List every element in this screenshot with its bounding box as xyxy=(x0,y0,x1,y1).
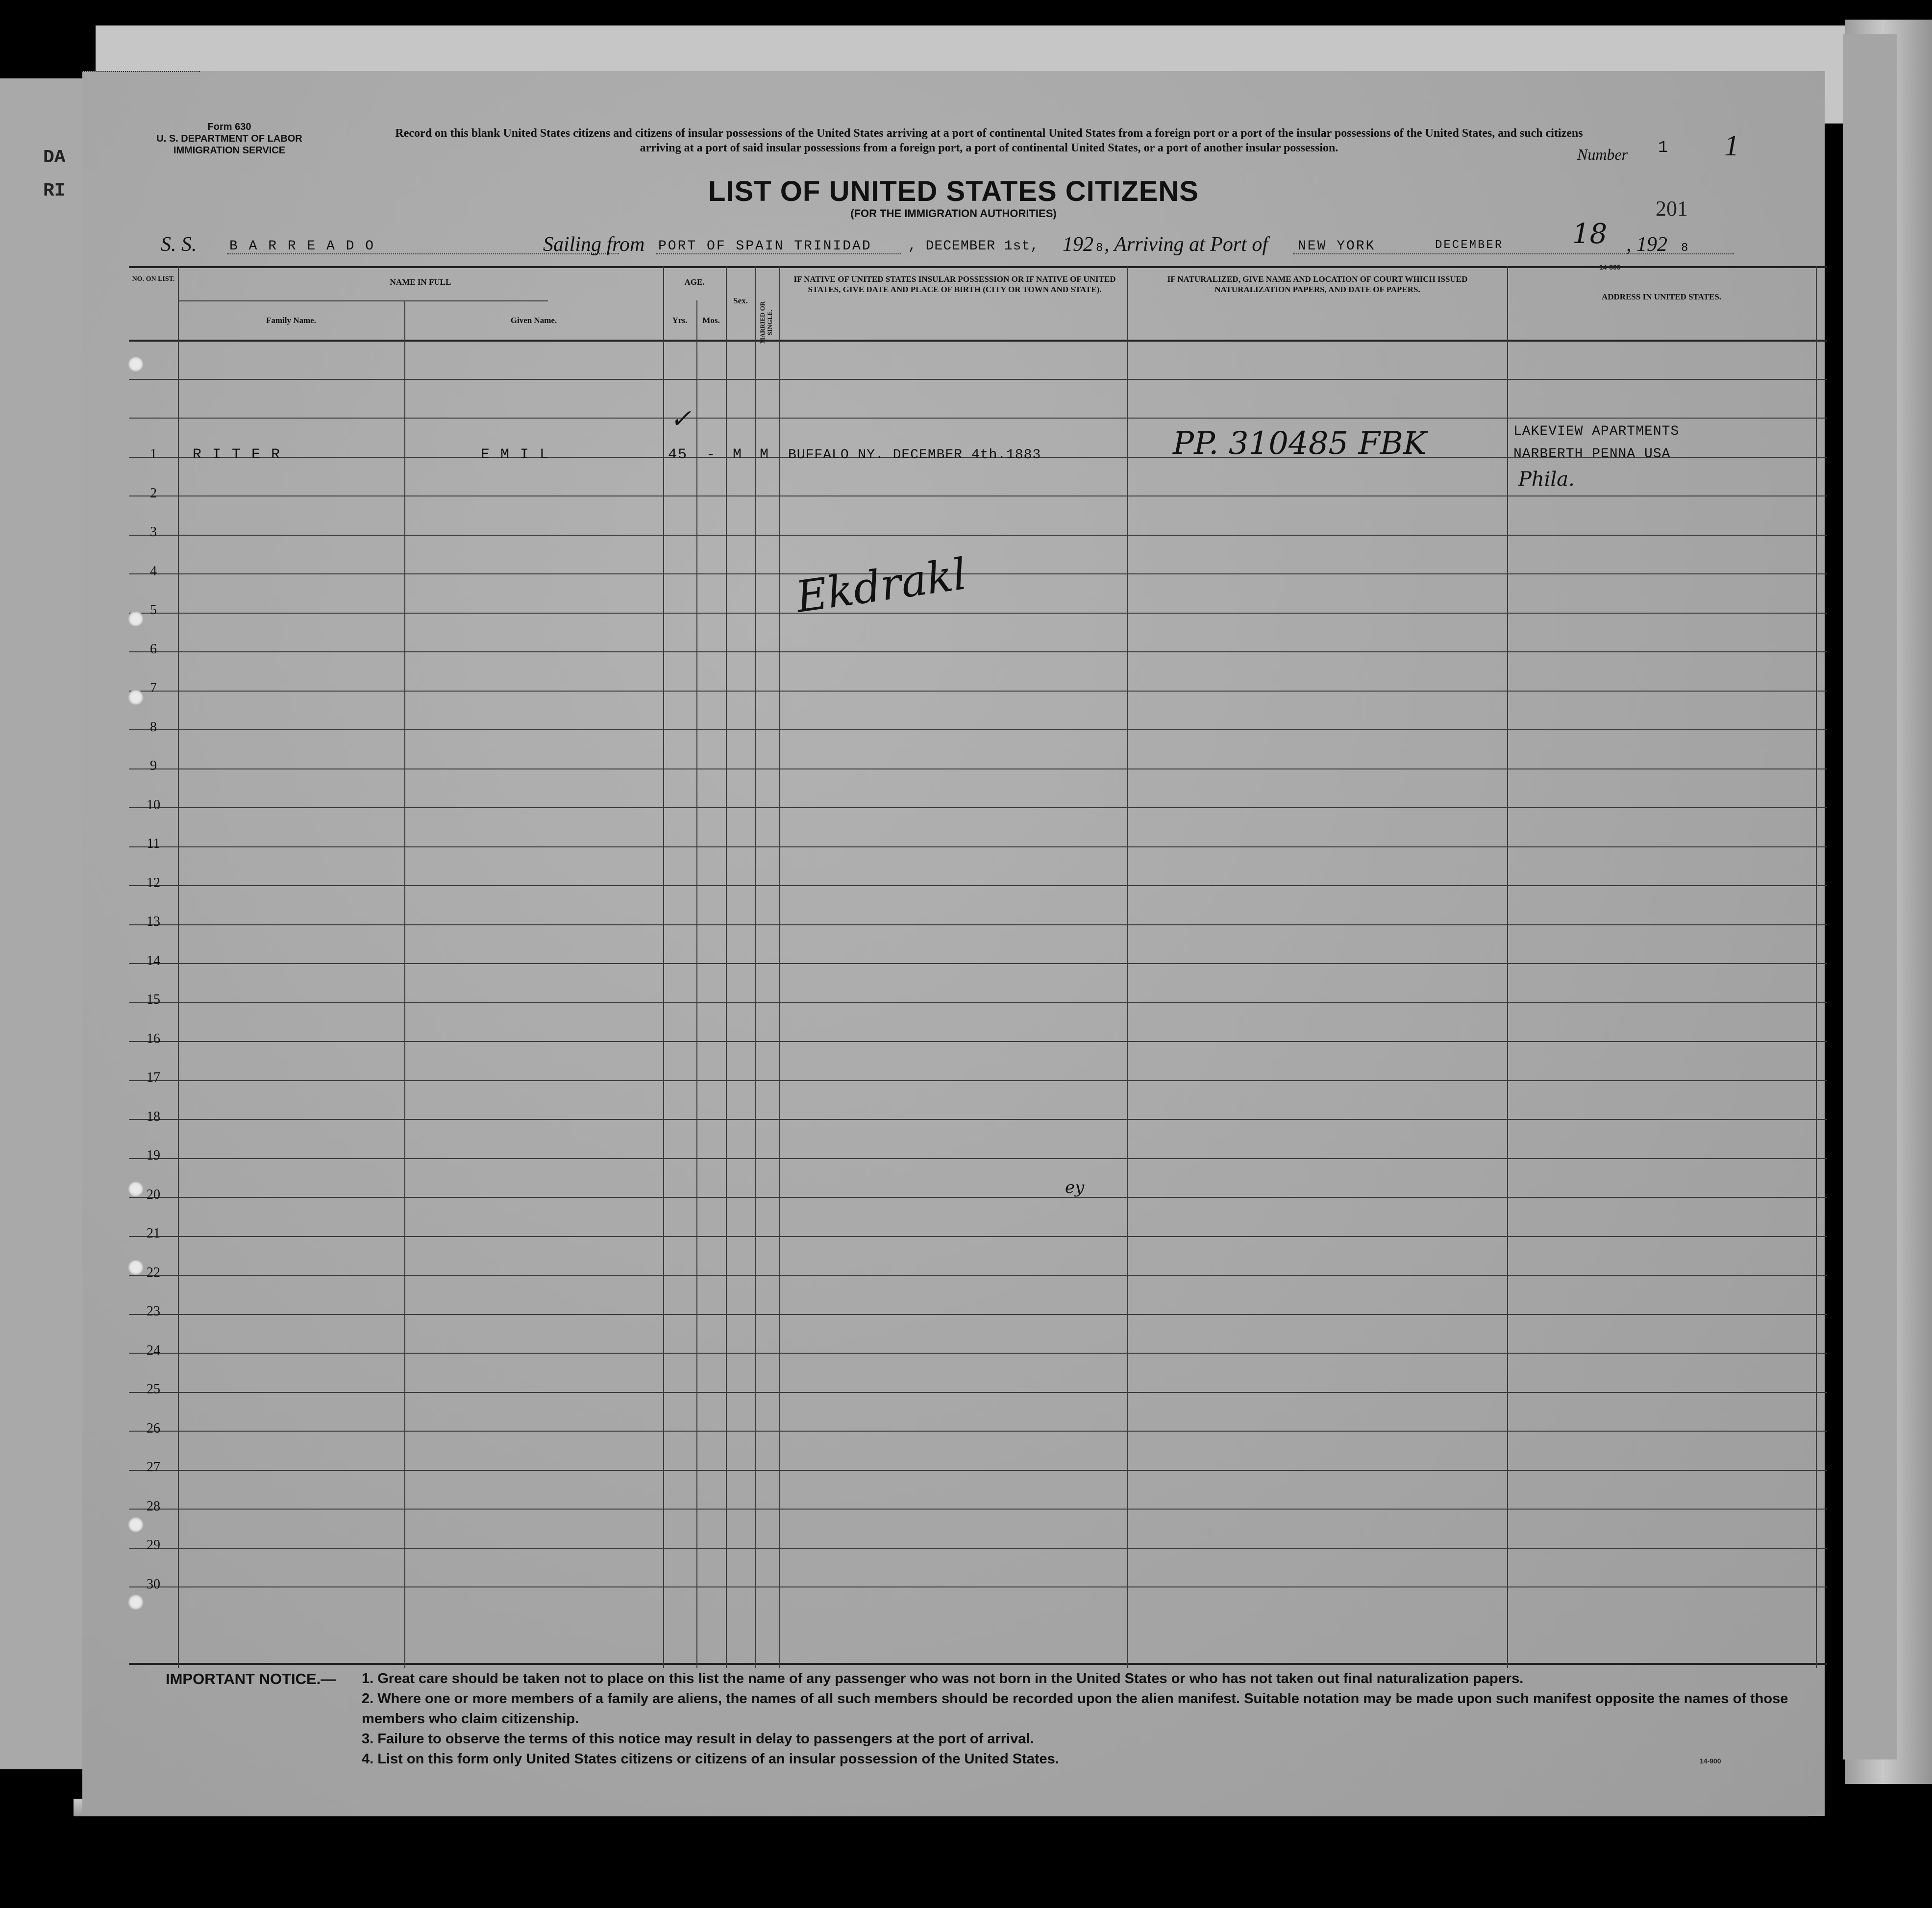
row-number: 27 xyxy=(147,1460,160,1475)
row-number: 22 xyxy=(147,1264,160,1280)
notice-item-3: 3. Failure to observe the terms of this notice may result in delay to passengers at the port of arrival. xyxy=(362,1731,1034,1747)
arrival-year-label: , 192 xyxy=(1626,233,1667,256)
row-number: 7 xyxy=(150,680,157,695)
entry-1-age-years: 45 xyxy=(668,446,688,463)
arrival-month: DECEMBER xyxy=(1435,239,1504,252)
row-rule xyxy=(129,924,1827,925)
row-rule xyxy=(129,651,1827,652)
notice-item-1: 1. Great care should be taken not to place on this list the name of any passenger who was not born in the United States or who has not taken out final naturalization papers. xyxy=(362,1671,1524,1686)
row-number: 17 xyxy=(147,1070,160,1085)
header-age-years: Yrs. xyxy=(672,316,688,325)
arriving-label: , Arriving at Port of xyxy=(1104,233,1268,256)
arrival-year-digit: 8 xyxy=(1681,242,1690,255)
row-rule xyxy=(129,729,1827,730)
row-rule xyxy=(129,1158,1827,1159)
arrival-line xyxy=(1293,253,1734,254)
row-number: 14 xyxy=(147,953,160,968)
ss-label: S. S. xyxy=(161,233,197,256)
header-given-name: Given Name. xyxy=(510,316,557,325)
header-naturalization: IF NATURALIZED, GIVE NAME AND LOCATION OF COURT WHICH ISSUED NATURALIZATION PAPERS, AND DATE OF PAPERS. xyxy=(1167,274,1468,294)
departure-date: , DECEMBER 1st, xyxy=(908,239,1040,254)
row-number: 12 xyxy=(147,875,160,891)
citizen-list-table xyxy=(129,263,1827,1668)
sailing-from-label: Sailing from xyxy=(543,233,645,256)
row-rule xyxy=(129,885,1827,886)
entry-1-birth: BUFFALO NY. DECEMBER 4th.1883 xyxy=(788,447,1041,463)
row-rule xyxy=(129,963,1827,964)
row-number: 3 xyxy=(150,524,157,540)
row-rule xyxy=(129,1236,1827,1237)
form-identifier: Form 630 U. S. DEPARTMENT OF LABOR IMMIGRATION SERVICE xyxy=(156,122,302,156)
row-rule xyxy=(129,691,1827,692)
row-rule xyxy=(129,1586,1827,1587)
header-address: ADDRESS IN UNITED STATES. xyxy=(1601,292,1722,301)
binder-hole xyxy=(128,1260,144,1275)
row-rule xyxy=(129,1275,1827,1276)
row-number: 15 xyxy=(147,992,160,1007)
row-rule xyxy=(129,1314,1827,1315)
row-rule xyxy=(129,1431,1827,1432)
row-number: 4 xyxy=(150,563,157,579)
row-rule xyxy=(129,573,1827,574)
entry-1-family-name: R I T E R xyxy=(193,446,281,463)
page-title: LIST OF UNITED STATES CITIZENS xyxy=(708,175,1199,207)
entry-1-address-line-2: NARBERTH PENNA USA xyxy=(1513,446,1671,462)
row-rule xyxy=(129,613,1827,614)
header-sex: Sex. xyxy=(733,296,748,305)
stray-mark: ey xyxy=(1065,1178,1085,1197)
row-rule xyxy=(129,418,1827,419)
sailing-from-port: PORT OF SPAIN TRINIDAD xyxy=(658,239,872,254)
binder-hole xyxy=(128,690,144,705)
ship-name: B A R R E A D O xyxy=(229,239,375,254)
row-rule xyxy=(129,535,1827,536)
departure-year-label: 192 xyxy=(1063,233,1093,256)
binder-hole xyxy=(128,1181,144,1197)
row-rule xyxy=(129,379,1827,380)
manifest-page xyxy=(82,71,1825,1816)
header-age: AGE. xyxy=(684,277,705,287)
row-rule xyxy=(129,1197,1827,1198)
sailing-from-line xyxy=(656,253,901,254)
row-number: 29 xyxy=(147,1537,160,1553)
entry-1-marital: M xyxy=(760,446,770,463)
entry-1-given-name: E M I L xyxy=(481,446,550,463)
row-number: 20 xyxy=(147,1187,160,1202)
row-rule xyxy=(129,1002,1827,1003)
header-print-code: 14-800 xyxy=(1599,263,1621,271)
header-native-birth: IF NATIVE OF UNITED STATES INSULAR POSSESSION OR IF NATIVE OF UNITED STATES, GIVE DATE AND PLACE OF BIRTH (CITY OR TOWN AND STATE). xyxy=(793,274,1116,294)
header-no-on-list: NO. ON LIST. xyxy=(132,275,175,283)
row-number: 8 xyxy=(150,719,157,735)
binder-hole xyxy=(128,1517,144,1533)
row-number: 25 xyxy=(147,1382,160,1397)
row-number: 26 xyxy=(147,1420,160,1436)
header-age-months: Mos. xyxy=(702,316,720,325)
notice-item-4: 4. List on this form only United States citizens or citizens of an insular possession of the United States. xyxy=(362,1751,1059,1767)
departure-year-digit: 8 xyxy=(1096,242,1105,255)
print-code: 14-900 xyxy=(1700,1757,1721,1765)
row-rule xyxy=(129,1041,1827,1042)
row-number: 30 xyxy=(147,1576,160,1592)
row-number: 13 xyxy=(147,914,160,929)
header-family-name: Family Name. xyxy=(266,316,316,325)
notice-lead: IMPORTANT NOTICE.— xyxy=(166,1670,336,1687)
row-number: 16 xyxy=(147,1031,160,1046)
binder-hole xyxy=(128,1594,144,1610)
row-rule xyxy=(129,1509,1827,1510)
header-married-single: MARRIED OR SINGLE. xyxy=(759,301,773,344)
entry-1-naturalization-handwritten: PP. 310485 FBK xyxy=(1173,425,1427,462)
row-rule xyxy=(129,1080,1827,1081)
left-sheet-edge-text: DA RI xyxy=(43,147,66,201)
row-rule xyxy=(129,1353,1827,1354)
number-value: 1 xyxy=(1658,139,1668,157)
row-number: 24 xyxy=(147,1342,160,1358)
handwritten-signature: Ekdrakl xyxy=(793,548,970,622)
binder-hole xyxy=(128,611,144,627)
stamped-page-number: 201 xyxy=(1656,197,1688,221)
number-handwritten: 1 xyxy=(1724,129,1739,162)
row-number: 5 xyxy=(150,602,157,618)
check-mark: ✓ xyxy=(670,404,692,434)
entry-1-age-months: - xyxy=(706,446,717,463)
number-line xyxy=(82,71,200,72)
number-label: Number xyxy=(1577,146,1628,163)
row-number: 6 xyxy=(150,641,157,657)
notice-item-2: 2. Where one or more members of a family are aliens, the names of all such members should be recorded upon the alien manifest. Suitable notation may be made upon such manifest opposite the names of those members who claim citizenship. xyxy=(362,1691,1788,1727)
row-rule xyxy=(129,768,1827,769)
arrival-day-handwritten: 18 xyxy=(1572,218,1608,250)
row-number: 11 xyxy=(147,836,160,851)
row-number: 19 xyxy=(147,1148,160,1163)
binder-hole xyxy=(128,356,144,372)
row-number: 10 xyxy=(147,797,160,813)
row-number: 23 xyxy=(147,1304,160,1319)
header-name-in-full: NAME IN FULL xyxy=(390,277,451,287)
row-number: 28 xyxy=(147,1498,160,1514)
underlying-sheet-right xyxy=(1843,34,1897,1759)
row-rule xyxy=(129,1470,1827,1471)
row-rule xyxy=(129,1392,1827,1393)
row-rule xyxy=(129,1119,1827,1120)
row-rule xyxy=(129,846,1827,847)
row-number: 9 xyxy=(150,758,157,773)
entry-1-address-line-1: LAKEVIEW APARTMENTS xyxy=(1513,424,1680,439)
row-rule xyxy=(129,1548,1827,1549)
row-number: 18 xyxy=(147,1109,160,1124)
row-number: 1 xyxy=(150,446,157,462)
page-subtitle: (FOR THE IMMIGRATION AUTHORITIES) xyxy=(850,207,1057,220)
entry-1-sex: M xyxy=(733,446,743,463)
arrival-port: NEW YORK xyxy=(1298,239,1376,254)
form-instructions: Record on this blank United States citizens and citizens of insular possessions of the United States arriving at a port of continental United States from a foreign port or a port of the insular possessions of the United States, and such citizens arriving at a port of said insular possessions from a foreign port, a port of continental United States, or a port of another insular possession. xyxy=(395,127,1583,154)
row-rule xyxy=(129,807,1827,808)
entry-1-address-handwritten: Phila. xyxy=(1518,468,1575,491)
row-number: 21 xyxy=(147,1226,160,1241)
row-number: 2 xyxy=(150,485,157,501)
